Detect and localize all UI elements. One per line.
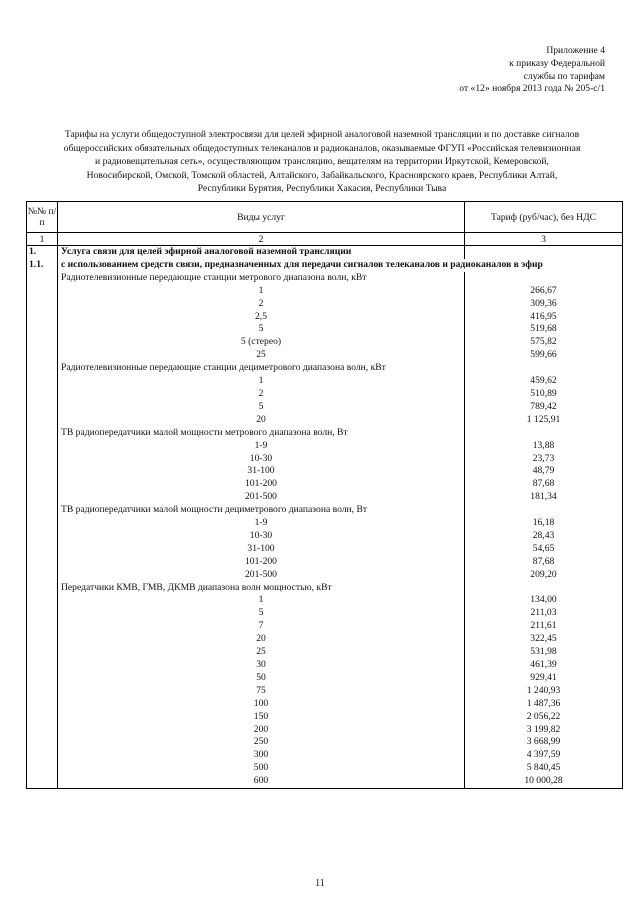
tariff-value: 23,73 xyxy=(465,453,623,466)
empty-cell xyxy=(27,672,58,685)
section-text: Услуга связи для целей эфирной аналоговой наземной трансляции xyxy=(61,246,352,257)
param-value: 5 xyxy=(258,323,264,335)
empty-cell xyxy=(27,724,58,737)
tariff-value: 13,88 xyxy=(465,440,623,453)
param-value: 300 xyxy=(253,749,269,761)
tariff-value: 266,67 xyxy=(465,285,623,298)
table-row xyxy=(27,711,623,724)
empty-cell xyxy=(27,711,58,724)
appendix-line: к приказу Федеральной xyxy=(509,57,605,69)
group-title-row xyxy=(27,272,623,285)
page-number: 11 xyxy=(315,878,325,889)
tariff-value: 10 000,28 xyxy=(465,775,623,788)
title-line: Республики Бурятия, Республики Хакасия, Республики Тыва xyxy=(197,183,447,195)
tariff-value: 929,41 xyxy=(465,672,623,685)
param-value: 201-500 xyxy=(245,491,277,503)
empty-cell xyxy=(27,504,58,517)
param-value: 10-30 xyxy=(249,452,273,464)
group-title-row xyxy=(27,362,623,375)
tariff-value: 2 056,22 xyxy=(465,711,623,724)
empty-cell xyxy=(27,594,58,607)
empty-cell xyxy=(465,504,623,517)
tariff-value: 48,79 xyxy=(465,465,623,478)
param-value: 20 xyxy=(256,413,266,425)
empty-cell xyxy=(27,491,58,504)
param-value: 20 xyxy=(256,633,266,645)
empty-cell xyxy=(27,569,58,582)
param-value: 1 xyxy=(258,375,264,387)
tariff-value: 789,42 xyxy=(465,401,623,414)
tariff-value: 28,43 xyxy=(465,530,623,543)
tariff-table xyxy=(26,201,623,789)
table-row xyxy=(27,414,623,427)
tariff-value: 459,62 xyxy=(465,375,623,388)
group-title: ТВ радиопередатчики малой мощности дециметрового диапазона волн, Вт xyxy=(61,504,368,516)
table-row xyxy=(27,736,623,749)
param-value: 200 xyxy=(253,723,269,735)
header-service: Виды услуг xyxy=(58,202,465,233)
tariff-value: 1 487,36 xyxy=(465,698,623,711)
tariff-value: 510,89 xyxy=(465,388,623,401)
title-line: и радиовещательная сеть», осуществляющим трансляцию, вещателям на территории Иркутской, Кемеровской, xyxy=(95,156,549,168)
tariff-value: 1 125,91 xyxy=(465,414,623,427)
header-num: №№ п/п xyxy=(27,202,58,233)
param-value: 5 xyxy=(258,607,264,619)
table-row xyxy=(27,440,623,453)
empty-cell xyxy=(27,336,58,349)
tariff-value: 519,68 xyxy=(465,323,623,336)
empty-cell xyxy=(27,556,58,569)
tariff-value: 3 668,99 xyxy=(465,736,623,749)
empty-cell xyxy=(465,362,623,375)
group-title-row xyxy=(27,504,623,517)
param-value: 31-100 xyxy=(247,542,275,554)
param-value: 250 xyxy=(253,736,269,748)
subsection-num: 1.1. xyxy=(27,259,58,272)
column-number-row xyxy=(27,233,623,246)
empty-cell xyxy=(465,427,623,440)
table-header-row xyxy=(27,202,623,233)
subsection-text: с использованием средств связи, предназначенных для передачи сигналов телеканалов и радиоканалов в эфир xyxy=(58,259,623,272)
tariff-value: 531,98 xyxy=(465,646,623,659)
table-row xyxy=(27,349,623,362)
param-value: 150 xyxy=(253,710,269,722)
tariff-value: 54,65 xyxy=(465,543,623,556)
table-row xyxy=(27,517,623,530)
tariff-value: 4 397,59 xyxy=(465,749,623,762)
empty-cell xyxy=(27,775,58,788)
table-row xyxy=(27,569,623,582)
param-value: 600 xyxy=(58,775,465,788)
param-value: 5 (стерео) xyxy=(240,336,282,348)
empty-cell xyxy=(27,582,58,595)
empty-cell xyxy=(27,659,58,672)
tariff-value: 211,61 xyxy=(465,620,623,633)
empty-cell xyxy=(27,749,58,762)
param-value: 1-9 xyxy=(254,517,268,529)
document-title xyxy=(26,128,618,196)
empty-cell xyxy=(27,311,58,324)
empty-cell xyxy=(27,698,58,711)
appendix-block xyxy=(400,45,605,96)
empty-cell xyxy=(465,582,623,595)
group-title-row xyxy=(27,427,623,440)
table-row xyxy=(27,388,623,401)
title-line: Тарифы на услуги общедоступной электросвязи для целей эфирной аналоговой наземной трансляции и по доставке сигналов xyxy=(64,129,580,140)
table-row xyxy=(27,620,623,633)
empty-cell xyxy=(27,478,58,491)
empty-cell xyxy=(27,646,58,659)
param-value: 2,5 xyxy=(255,310,267,322)
param-value: 7 xyxy=(258,620,264,632)
table-row xyxy=(27,672,623,685)
param-value: 25 xyxy=(256,646,266,658)
empty-cell xyxy=(27,517,58,530)
table-row xyxy=(27,685,623,698)
table-row xyxy=(27,775,623,788)
title-line: общероссийских обязательных общедоступных телеканалов и радиоканалов, оказываемые ФГУП «Российская телевизионная xyxy=(63,142,581,154)
group-title: Радиотелевизионные передающие станции метрового диапазона волн, кВт xyxy=(61,271,367,283)
table-row xyxy=(27,465,623,478)
col-number: 3 xyxy=(465,233,623,246)
table-row xyxy=(27,375,623,388)
param-value: 101-200 xyxy=(245,478,277,490)
empty-cell xyxy=(27,414,58,427)
table-row xyxy=(27,491,623,504)
param-value: 25 xyxy=(256,349,266,361)
empty-cell xyxy=(27,440,58,453)
table-row xyxy=(27,724,623,737)
table-row xyxy=(27,633,623,646)
group-title-row xyxy=(27,582,623,595)
empty-cell xyxy=(27,685,58,698)
tariff-value: 461,39 xyxy=(465,659,623,672)
empty-cell xyxy=(27,272,58,285)
param-value: 30 xyxy=(256,659,266,670)
empty-cell xyxy=(27,465,58,478)
param-value: 10-30 xyxy=(249,529,273,541)
tariff-value: 209,20 xyxy=(465,569,623,582)
param-value: 1 xyxy=(258,284,264,296)
appendix-line: от «12» ноября 2013 года № 205-с/1 xyxy=(459,83,605,95)
header-tariff: Тариф (руб/час), без НДС xyxy=(465,202,623,233)
table-row xyxy=(27,323,623,336)
table-row xyxy=(27,594,623,607)
param-value: 2 xyxy=(258,387,264,399)
empty-cell xyxy=(27,607,58,620)
tariff-value: 16,18 xyxy=(465,517,623,530)
empty-cell xyxy=(465,246,623,259)
table-row xyxy=(27,298,623,311)
empty-cell xyxy=(27,427,58,440)
table-row xyxy=(27,311,623,324)
tariff-value: 1 240,93 xyxy=(465,685,623,698)
param-value: 75 xyxy=(256,684,266,696)
empty-cell xyxy=(27,362,58,375)
empty-cell xyxy=(27,453,58,466)
group-title: Передатчики КМВ, ГМВ, ДКМВ диапазона волн мощностью, кВт xyxy=(61,581,332,593)
tariff-value: 322,45 xyxy=(465,633,623,646)
tariff-value: 575,82 xyxy=(465,336,623,349)
param-value: 201-500 xyxy=(245,568,277,580)
empty-cell xyxy=(27,285,58,298)
table-row xyxy=(27,543,623,556)
section-row xyxy=(27,246,623,259)
appendix-line: Приложение 4 xyxy=(546,45,605,56)
table-row xyxy=(27,698,623,711)
table-row xyxy=(27,607,623,620)
table-row xyxy=(27,530,623,543)
table-row xyxy=(27,285,623,298)
tariff-value: 181,34 xyxy=(465,491,623,504)
table-row xyxy=(27,401,623,414)
tariff-value: 5 840,45 xyxy=(465,762,623,775)
empty-cell xyxy=(27,349,58,362)
param-value: 2 xyxy=(258,297,264,309)
tariff-value: 3 199,82 xyxy=(465,724,623,737)
empty-cell xyxy=(27,530,58,543)
empty-cell xyxy=(27,323,58,336)
table-row xyxy=(27,336,623,349)
table-row xyxy=(27,749,623,762)
param-value: 50 xyxy=(256,671,266,683)
empty-cell xyxy=(27,375,58,388)
subsection-row xyxy=(27,259,623,272)
table-row xyxy=(27,646,623,659)
section-num: 1. xyxy=(27,246,58,259)
tariff-value: 211,03 xyxy=(465,607,623,620)
tariff-value: 309,36 xyxy=(465,298,623,311)
empty-cell xyxy=(27,633,58,646)
tariff-value: 134,00 xyxy=(465,594,623,607)
appendix-line: службы по тарифам xyxy=(523,70,605,82)
group-title: Радиотелевизионные передающие станции дециметрового диапазона волн, кВт xyxy=(61,362,386,374)
param-value: 500 xyxy=(253,762,269,774)
table-row xyxy=(27,659,623,672)
empty-cell xyxy=(27,401,58,414)
tariff-value: 87,68 xyxy=(465,556,623,569)
param-value: 5 xyxy=(258,400,264,412)
empty-cell xyxy=(27,388,58,401)
param-value: 31-100 xyxy=(247,465,275,477)
col-number: 2 xyxy=(58,233,465,246)
empty-cell xyxy=(27,762,58,775)
empty-cell xyxy=(27,620,58,633)
param-value: 101-200 xyxy=(245,555,277,567)
empty-cell xyxy=(27,543,58,556)
param-value: 1 xyxy=(258,594,264,606)
tariff-value: 599,66 xyxy=(465,349,623,362)
tariff-value: 416,95 xyxy=(465,311,623,324)
table-row xyxy=(27,478,623,491)
title-line: Новосибирской, Омской, Томской областей, Алтайского, Забайкальского, Красноярского краев, Республики Алтай, xyxy=(86,169,558,181)
table-row xyxy=(27,762,623,775)
tariff-value: 87,68 xyxy=(465,478,623,491)
empty-cell xyxy=(27,736,58,749)
empty-cell xyxy=(465,272,623,285)
param-value: 100 xyxy=(253,697,269,709)
col-number: 1 xyxy=(27,233,58,246)
group-title: ТВ радиопередатчики малой мощности метрового диапазона волн, Вт xyxy=(61,426,348,438)
table-row xyxy=(27,556,623,569)
empty-cell xyxy=(27,298,58,311)
table-row xyxy=(27,453,623,466)
param-value: 1-9 xyxy=(254,439,268,451)
